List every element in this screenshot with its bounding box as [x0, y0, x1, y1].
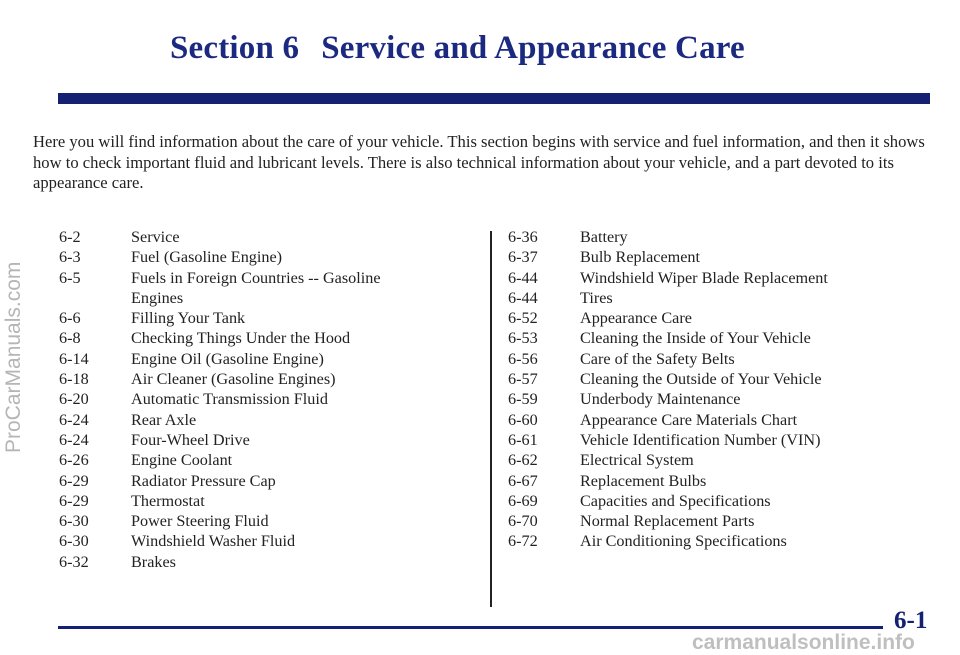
toc-entry[interactable] [59, 349, 459, 369]
toc-entry[interactable] [59, 328, 459, 348]
toc-entry[interactable] [59, 227, 459, 247]
toc-entry-title: Capacities and Specifications [580, 491, 771, 510]
toc-entry[interactable] [508, 247, 928, 267]
toc-entry[interactable] [59, 389, 459, 409]
toc-entry[interactable] [59, 450, 459, 470]
toc-entry[interactable] [508, 227, 928, 247]
toc-page-number: 6-69 [508, 491, 538, 510]
toc-entry-title: Rear Axle [131, 410, 197, 429]
toc-page-number: 6-61 [508, 430, 538, 449]
toc-entry-title: Service [131, 228, 180, 246]
toc-entry[interactable] [59, 268, 459, 309]
toc-page-number: 6-32 [59, 552, 89, 571]
toc-entry[interactable] [59, 308, 459, 328]
toc-entry-title: Cleaning the Inside of Your Vehicle [580, 329, 811, 348]
toc-page-number: 6-67 [508, 471, 538, 490]
toc-entry-title: Tires [580, 288, 613, 307]
toc-entry-title: Engine Oil (Gasoline Engine) [131, 349, 324, 368]
bottom-watermark: carmanualsonline.info [692, 631, 915, 654]
toc-entry-title: Windshield Washer Fluid [131, 532, 296, 551]
toc-entry-title: Thermostat [131, 491, 205, 510]
section-label: Section 6 [170, 30, 300, 66]
toc-right-column [508, 227, 928, 552]
toc-page-number: 6-24 [59, 430, 89, 449]
section-name: Service and Appearance Care [321, 30, 745, 66]
toc-entry-title: Engine Coolant [131, 451, 233, 470]
toc-entry-title: Four-Wheel Drive [131, 430, 250, 449]
footer-rule [58, 626, 883, 629]
toc-entry[interactable] [59, 531, 459, 551]
toc-entry[interactable] [59, 247, 459, 267]
toc-page-number: 6-56 [508, 349, 538, 368]
toc-entry-title: Vehicle Identification Number (VIN) [580, 430, 821, 449]
toc-entry-title: Appearance Care Materials Chart [580, 410, 798, 429]
toc-entry-title: Normal Replacement Parts [580, 512, 755, 531]
toc-page-number: 6-44 [508, 268, 538, 287]
toc-entry[interactable] [508, 491, 928, 511]
toc-entry[interactable] [59, 369, 459, 389]
header-rule [58, 93, 930, 104]
toc-entry[interactable] [508, 410, 928, 430]
toc-entry-title: Fuel (Gasoline Engine) [131, 248, 283, 267]
toc-page-number: 6-3 [59, 248, 81, 267]
toc-page-number: 6-70 [508, 512, 538, 531]
toc-entry[interactable] [508, 389, 928, 409]
toc-entry-title: Cleaning the Outside of Your Vehicle [580, 370, 822, 389]
toc-page-number: 6-24 [59, 410, 89, 429]
toc-entry-title: Underbody Maintenance [580, 390, 741, 409]
toc-page-number: 6-36 [508, 228, 538, 246]
toc-entry-title: Electrical System [580, 451, 694, 470]
toc-entry-title: Air Conditioning Specifications [580, 532, 787, 551]
toc-page-number: 6-62 [508, 451, 538, 470]
toc-entry[interactable] [508, 430, 928, 450]
toc-page-number: 6-30 [59, 512, 89, 531]
toc-page-number: 6-8 [59, 329, 81, 348]
toc-page-number: 6-30 [59, 532, 89, 551]
toc-entry[interactable] [508, 471, 928, 491]
toc-entry-title: Battery [580, 228, 628, 246]
toc-entry-title: Checking Things Under the Hood [131, 329, 351, 348]
toc-page-number: 6-59 [508, 390, 538, 409]
toc-entry[interactable] [508, 369, 928, 389]
toc-entry-title: Fuels in Foreign Countries -- Gasoline Engines [131, 268, 381, 307]
toc-entry[interactable] [508, 531, 928, 551]
toc-entry[interactable] [508, 450, 928, 470]
column-divider [490, 231, 492, 607]
toc-page-number: 6-29 [59, 491, 89, 510]
toc-page-number: 6-53 [508, 329, 538, 348]
toc-page-number: 6-6 [59, 309, 81, 328]
toc-entry[interactable] [59, 491, 459, 511]
toc-entry[interactable] [508, 288, 928, 308]
toc-entry-title: Windshield Wiper Blade Replacement [580, 268, 828, 287]
toc-page-number: 6-14 [59, 349, 89, 368]
toc-entry-title: Brakes [131, 552, 176, 571]
toc-entry-title: Bulb Replacement [580, 248, 701, 267]
toc-page-number: 6-5 [59, 268, 81, 287]
toc-page-number: 6-20 [59, 390, 89, 409]
toc-entry[interactable] [59, 430, 459, 450]
toc-page-number: 6-72 [508, 532, 538, 551]
toc-page-number: 6-29 [59, 471, 89, 490]
toc-entry-title: Replacement Bulbs [580, 471, 707, 490]
side-watermark: ProCarManuals.com [2, 261, 25, 453]
toc-page-number: 6-52 [508, 309, 538, 328]
toc-page-number: 6-44 [508, 288, 538, 307]
section-title [170, 30, 745, 67]
toc-entry-title: Air Cleaner (Gasoline Engines) [131, 370, 336, 389]
toc-entry[interactable] [508, 308, 928, 328]
toc-page-number: 6-18 [59, 370, 89, 389]
toc-entry-title: Filling Your Tank [131, 309, 246, 328]
toc-entry-title: Appearance Care [580, 309, 692, 328]
toc-entry[interactable] [59, 471, 459, 491]
toc-entry-title: Automatic Transmission Fluid [131, 390, 328, 409]
toc-entry-title: Radiator Pressure Cap [131, 471, 276, 490]
toc-page-number: 6-60 [508, 410, 538, 429]
toc-entry[interactable] [59, 410, 459, 430]
toc-page-number: 6-26 [59, 451, 89, 470]
toc-entry-title: Power Steering Fluid [131, 512, 269, 531]
toc-page-number: 6-57 [508, 370, 538, 389]
toc-entry[interactable] [508, 511, 928, 531]
toc-entry-title: Care of the Safety Belts [580, 349, 735, 368]
toc-entry[interactable] [508, 349, 928, 369]
toc-entry[interactable] [59, 552, 459, 572]
intro-paragraph: Here you will find information about the care of your vehicle. This section begins with service and fuel information, and then it shows how to check important fluid and lubricant levels. There is also technical information about your vehicle, and a part devoted to its appearance care. [33, 132, 925, 192]
toc-entry[interactable] [508, 268, 928, 288]
toc-page-number: 6-37 [508, 248, 538, 267]
toc-left-column [59, 227, 459, 572]
toc-page-number: 6-2 [59, 228, 81, 246]
toc-entry[interactable] [508, 328, 928, 348]
page-number: 6-1 [894, 607, 928, 634]
toc-entry[interactable] [59, 511, 459, 531]
